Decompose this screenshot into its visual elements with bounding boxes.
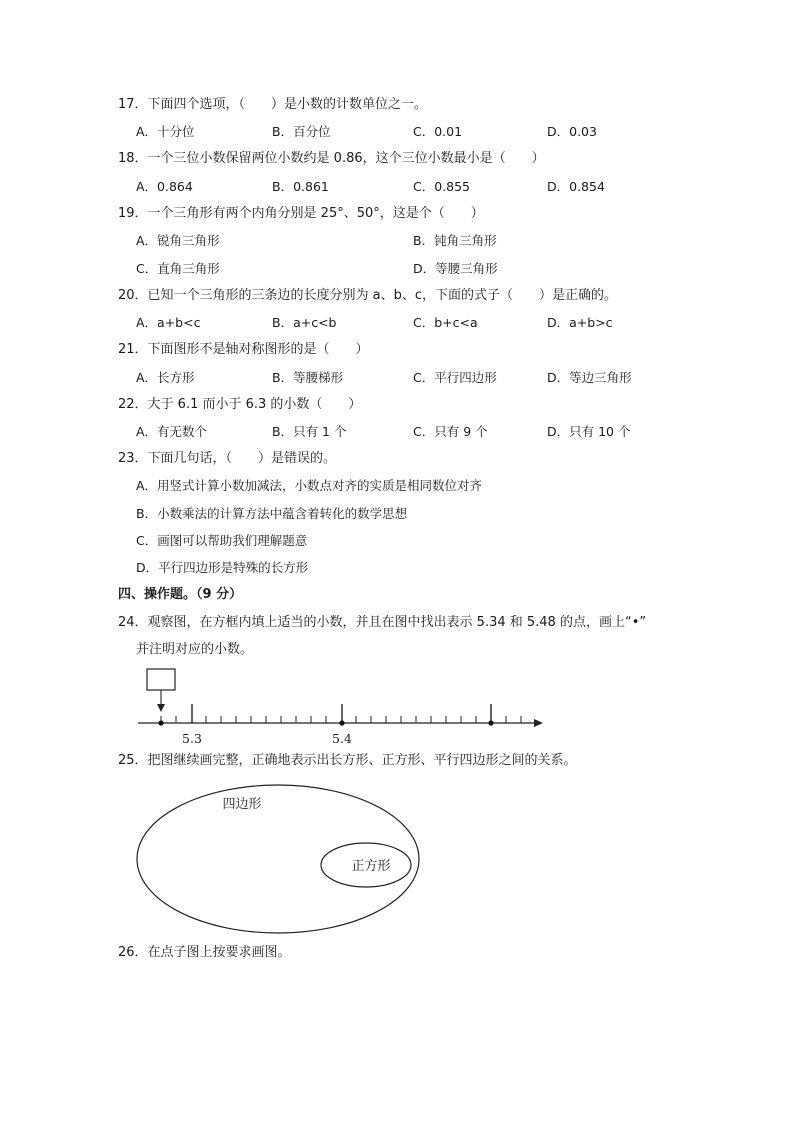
q20-option-c: C．b+c<a — [413, 315, 478, 330]
quadrilateral-venn-figure — [130, 780, 430, 940]
q18-option-a: A．0.864 — [136, 179, 193, 194]
tick-label-5-3: 5.3 — [182, 731, 202, 746]
axis-point — [488, 720, 493, 725]
question-26: 26．在点子图上按要求画图。 — [118, 945, 291, 960]
question-24-line-1: 24．观察图，在方框内填上适当的小数，并且在图中找出表示 5.34 和 5.48 的点，画上“•” — [118, 615, 647, 630]
q17-option-b: B．百分位 — [272, 124, 331, 139]
answer-box[interactable] — [147, 669, 175, 690]
q21-option-a: A．长方形 — [136, 370, 195, 385]
q19-option-b: B．钝角三角形 — [413, 233, 497, 248]
question-25: 25．把图继续画完整，正确地表示出长方形、正方形、平行四边形之间的关系。 — [118, 753, 577, 768]
q18-option-d: D．0.854 — [547, 179, 605, 194]
q23-option-d: D．平行四边形是特殊的长方形 — [136, 560, 309, 575]
q23-option-a: A．用竖式计算小数加减法，小数点对齐的实质是相同数位对齐 — [136, 478, 483, 493]
q20-option-b: B．a+c<b — [272, 315, 337, 330]
q19-option-c: C．直角三角形 — [136, 261, 220, 276]
q17-option-c: C．0.01 — [413, 124, 463, 139]
q23-option-c: C．画图可以帮助我们理解题意 — [136, 533, 308, 548]
q21-option-b: B．等腰梯形 — [272, 370, 344, 385]
tick-label-5-4: 5.4 — [332, 731, 352, 746]
number-line-figure — [130, 664, 550, 748]
axis-point — [339, 720, 344, 725]
q21-option-d: D．等边三角形 — [547, 370, 632, 385]
question-24-line-2: 并注明对应的小数。 — [136, 642, 254, 657]
q22-option-d: D．只有 10 个 — [547, 424, 631, 439]
question-20: 20．已知一个三角形的三条边的长度分别为 a、b、c，下面的式子（ ）是正确的。 — [118, 288, 618, 303]
q17-option-a: A．十分位 — [136, 124, 195, 139]
question-17: 17．下面四个选项，（ ）是小数的计数单位之一。 — [118, 97, 428, 112]
q22-option-c: C．只有 9 个 — [413, 424, 488, 439]
q20-option-d: D．a+b>c — [547, 315, 613, 330]
square-label: 正方形 — [351, 859, 391, 874]
arrow-down-icon — [157, 704, 165, 712]
quadrilateral-label: 四边形 — [222, 797, 262, 812]
q18-option-b: B．0.861 — [272, 179, 329, 194]
q20-option-a: A．a+b<c — [136, 315, 201, 330]
question-21: 21．下面图形不是轴对称图形的是（ ） — [118, 342, 369, 357]
q19-option-d: D．等腰三角形 — [413, 261, 498, 276]
q22-option-a: A．有无数个 — [136, 424, 208, 439]
q17-option-d: D．0.03 — [547, 124, 597, 139]
q18-option-c: C．0.855 — [413, 179, 471, 194]
question-22: 22．大于 6.1 而小于 6.3 的小数（ ） — [118, 397, 362, 412]
axis-arrow-icon — [534, 719, 543, 727]
section-heading: 四、操作题。（9 分） — [118, 587, 243, 602]
q23-option-b: B．小数乘法的计算方法中蕴含着转化的数学思想 — [136, 506, 408, 521]
q21-option-c: C．平行四边形 — [413, 370, 497, 385]
number-line-ticks — [161, 704, 521, 723]
question-18: 18．一个三位小数保留两位小数约是 0.86，这个三位小数最小是（ ） — [118, 151, 545, 166]
q22-option-b: B．只有 1 个 — [272, 424, 347, 439]
question-19: 19．一个三角形有两个内角分别是 25°、50°，这是个（ ） — [118, 206, 484, 221]
q19-option-a: A．锐角三角形 — [136, 233, 220, 248]
axis-point — [158, 720, 163, 725]
question-23: 23．下面几句话，（ ）是错误的。 — [118, 451, 337, 466]
